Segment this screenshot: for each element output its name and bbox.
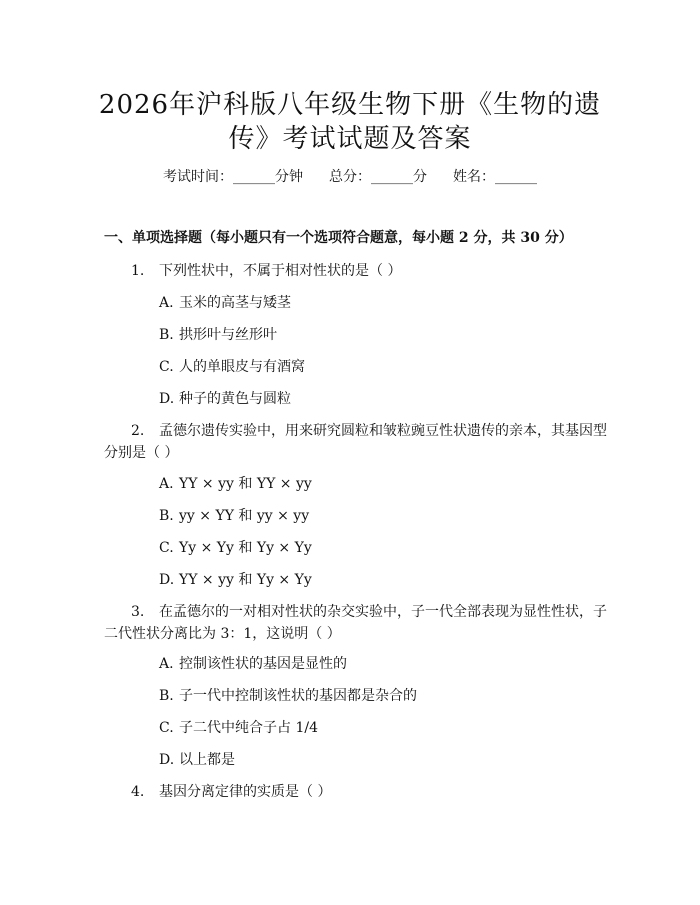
exam-time-label: 考试时间：______分钟 xyxy=(163,169,303,185)
option-1a xyxy=(159,291,291,315)
option-text: 拱形叶与丝形叶 xyxy=(179,327,277,343)
option-letter: D. xyxy=(159,391,175,407)
option-text: 控制该性状的基因是显性的 xyxy=(179,656,347,672)
option-text: 以上都是 xyxy=(179,752,235,768)
option-text: 人的单眼皮与有酒窝 xyxy=(179,359,305,375)
document-title-line1: 2026年沪科版八年级生物下册《生物的遗 xyxy=(98,90,602,120)
option-text: Yy × Yy 和 Yy × Yy xyxy=(179,540,312,556)
question-3 xyxy=(131,600,607,624)
question-text: 孟德尔遗传实验中，用来研究圆粒和皱粒豌豆性状遗传的亲本，其基因型 xyxy=(159,423,607,439)
question-text: 基因分离定律的实质是（ ） xyxy=(159,784,332,800)
option-letter: B. xyxy=(159,327,174,343)
option-letter: B. xyxy=(159,508,174,524)
total-score-label: 总分：______分 xyxy=(329,169,427,185)
question-number: 4. xyxy=(131,784,145,800)
option-text: yy × YY 和 yy × yy xyxy=(179,508,310,524)
question-4 xyxy=(131,780,331,804)
option-text: YY × yy 和 YY × yy xyxy=(179,476,312,492)
option-1d xyxy=(159,387,291,411)
question-number: 2. xyxy=(131,423,145,439)
option-letter: A. xyxy=(159,476,174,492)
option-2c xyxy=(159,536,312,560)
section-heading-single-choice: 一、单项选择题（每小题只有一个选项符合题意，每小题 2 分，共 30 分） xyxy=(104,230,573,246)
option-letter: C. xyxy=(159,720,174,736)
option-1b xyxy=(159,323,277,347)
option-text: 玉米的高茎与矮茎 xyxy=(179,295,291,311)
option-3b xyxy=(159,684,417,708)
option-letter: C. xyxy=(159,540,174,556)
exam-meta xyxy=(0,166,700,188)
question-number: 3. xyxy=(131,604,145,620)
option-2d xyxy=(159,568,312,592)
question-text: 下列性状中，不属于相对性状的是（ ） xyxy=(159,263,402,279)
option-2a xyxy=(159,472,312,496)
option-letter: A. xyxy=(159,656,174,672)
option-2b xyxy=(159,504,309,528)
option-1c xyxy=(159,355,305,379)
option-3d xyxy=(159,748,235,772)
option-text: 子二代中纯合子占 1/4 xyxy=(179,720,318,736)
option-text: 子一代中控制该性状的基因都是杂合的 xyxy=(179,688,417,704)
option-letter: D. xyxy=(159,572,175,588)
option-letter: C. xyxy=(159,359,174,375)
option-letter: A. xyxy=(159,295,174,311)
question-2-continuation: 分别是（ ） xyxy=(104,445,179,461)
option-text: YY × yy 和 Yy × Yy xyxy=(179,572,312,588)
question-number: 1. xyxy=(131,263,145,279)
option-text: 种子的黄色与圆粒 xyxy=(179,391,291,407)
question-text: 在孟德尔的一对相对性状的杂交实验中，子一代全部表现为显性性状，子 xyxy=(159,604,607,620)
option-letter: B. xyxy=(159,688,174,704)
option-letter: D. xyxy=(159,752,175,768)
question-1 xyxy=(131,259,401,283)
question-3-continuation: 二代性状分离比为 3：1，这说明（ ） xyxy=(104,626,341,642)
name-label: 姓名：______ xyxy=(453,169,537,185)
question-2 xyxy=(131,419,607,443)
document-title-line2: 传》考试试题及答案 xyxy=(228,124,472,154)
option-3c xyxy=(159,716,318,740)
option-3a xyxy=(159,652,347,676)
